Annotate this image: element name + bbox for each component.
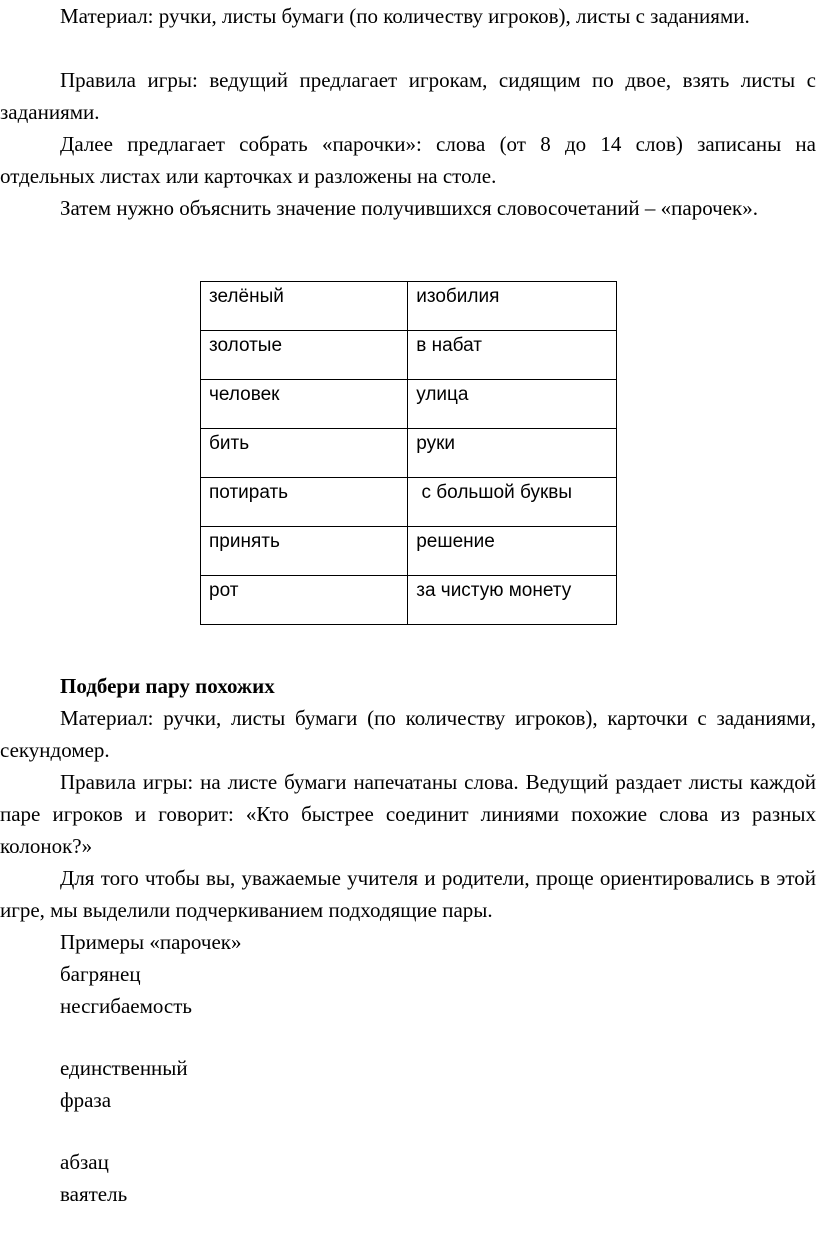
- table-row: [201, 282, 617, 331]
- table-row: [201, 478, 617, 527]
- example-word: ваятель: [60, 1182, 128, 1206]
- table-cell-right: за чистую монету: [408, 576, 617, 625]
- table-cell-left: принять: [201, 527, 408, 576]
- game2-rules-paragraph: Правила игры: на листе бумаги напечатаны слова. Ведущий раздает листы каждой паре игроков и говорит: «Кто быстрее соединит линиями похожие слова из разных колонок?»: [0, 770, 816, 858]
- table-cell-left: рот: [201, 576, 408, 625]
- table-cell-left: золотые: [201, 331, 408, 380]
- example-word: несгибаемость: [60, 994, 192, 1018]
- table-row: [201, 527, 617, 576]
- pairs-table: [200, 281, 617, 625]
- intro-then-paragraph: Затем нужно объяснить значение получившихся словосочетаний – «парочек».: [60, 196, 758, 220]
- example-word: багрянец: [60, 962, 141, 986]
- table-row: [201, 380, 617, 429]
- examples-label: Примеры «парочек»: [60, 930, 242, 954]
- table-cell-right: изобилия: [408, 282, 617, 331]
- table-cell-left: зелёный: [201, 282, 408, 331]
- example-word: фраза: [60, 1088, 112, 1112]
- table-cell-left: потирать: [201, 478, 408, 527]
- table-cell-right: улица: [408, 380, 617, 429]
- intro-rules-paragraph: Правила игры: ведущий предлагает игрокам, сидящим по двое, взять листы с заданиями.: [0, 68, 816, 124]
- game2-note-paragraph: Для того чтобы вы, уважаемые учителя и родители, проще ориентировались в этой игре, мы выделили подчеркиванием подходящие пары.: [0, 866, 816, 922]
- table-cell-right: в набат: [408, 331, 617, 380]
- intro-next-paragraph: Далее предлагает собрать «парочки»: слова (от 8 до 14 слов) записаны на отдельных листах или карточках и разложены на столе.: [0, 132, 816, 188]
- game2-material-paragraph: Материал: ручки, листы бумаги (по количеству игроков), карточки с заданиями, секундомер.: [0, 706, 816, 762]
- table-row: [201, 429, 617, 478]
- intro-material-paragraph: Материал: ручки, листы бумаги (по количеству игроков), листы с заданиями.: [60, 4, 750, 28]
- example-word: абзац: [60, 1150, 109, 1174]
- example-word: единственный: [60, 1056, 188, 1080]
- table-row: [201, 331, 617, 380]
- table-cell-right: руки: [408, 429, 617, 478]
- table-cell-right: с большой буквы: [408, 478, 617, 527]
- game2-title: Подбери пару похожих: [60, 674, 275, 698]
- table-cell-left: человек: [201, 380, 408, 429]
- table-cell-right: решение: [408, 527, 617, 576]
- table-row: [201, 576, 617, 625]
- table-cell-left: бить: [201, 429, 408, 478]
